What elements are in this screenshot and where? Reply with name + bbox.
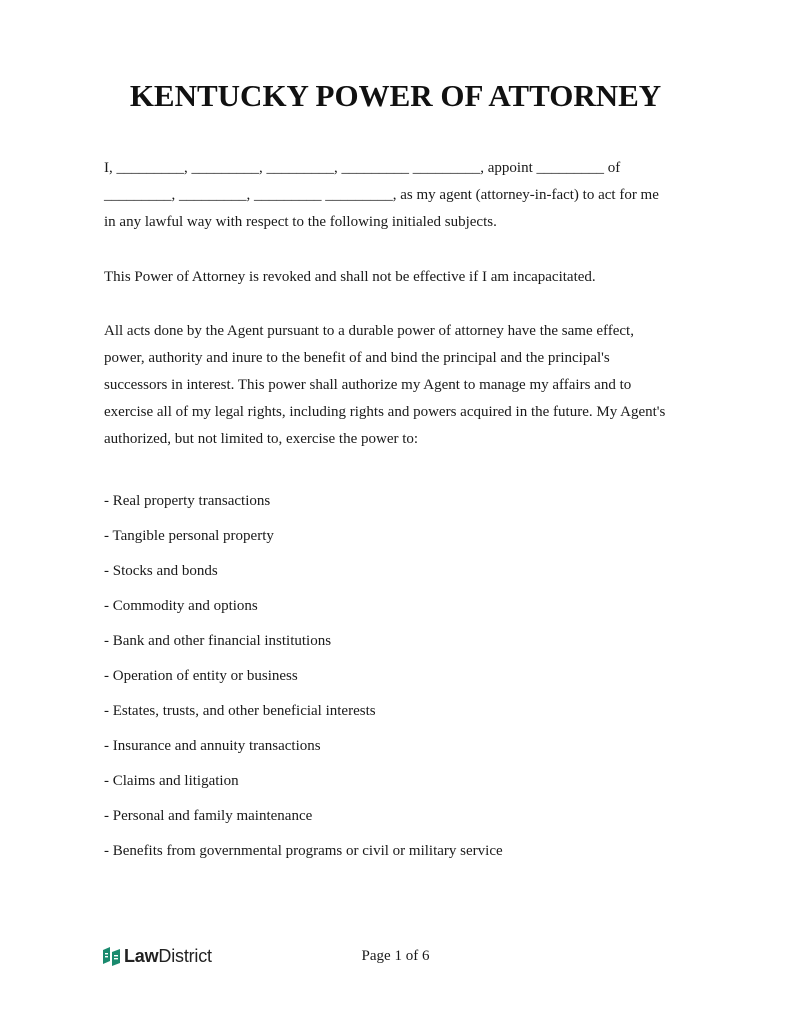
list-item: - Insurance and annuity transactions <box>104 738 321 754</box>
list-item: - Benefits from governmental programs or civil or military service <box>104 843 503 859</box>
page-number: Page 1 of 6 <box>361 948 430 964</box>
revocation-paragraph: This Power of Attorney is revoked and shall not be effective if I am incapacitated. <box>104 269 596 285</box>
logo-text-bold: Law <box>124 945 159 966</box>
authority-paragraph: All acts done by the Agent pursuant to a durable power of attorney have the same effect, power, authority and inure to the benefit of and bind the principal and the principal's successors in interest. This power shall authorize my Agent to manage my affairs and to exercise all of my legal rights, including rights and powers acquired in the future. My Agent's authorized, but not limited to, exercise the power to: <box>104 323 666 447</box>
logo-text-regular: District <box>158 945 212 966</box>
list-item: - Commodity and options <box>104 598 258 614</box>
list-item: - Real property transactions <box>104 493 271 509</box>
appointment-paragraph: I, _________, _________, _________, _________ _________, appoint _________ of _________, _________, _________ _________, as my agent (attorney-in-fact) to act for me in any lawful way with respect to the following initialed subjects. <box>104 160 659 230</box>
subjects-list <box>104 488 503 873</box>
list-item: - Claims and litigation <box>104 773 239 789</box>
list-item: - Estates, trusts, and other beneficial interests <box>104 703 376 719</box>
list-item: - Stocks and bonds <box>104 563 218 579</box>
list-item: - Tangible personal property <box>104 528 274 544</box>
document-title: KENTUCKY POWER OF ATTORNEY <box>129 78 662 113</box>
list-item: - Operation of entity or business <box>104 668 298 684</box>
list-item: - Personal and family maintenance <box>104 808 313 824</box>
list-item: - Bank and other financial institutions <box>104 633 332 649</box>
